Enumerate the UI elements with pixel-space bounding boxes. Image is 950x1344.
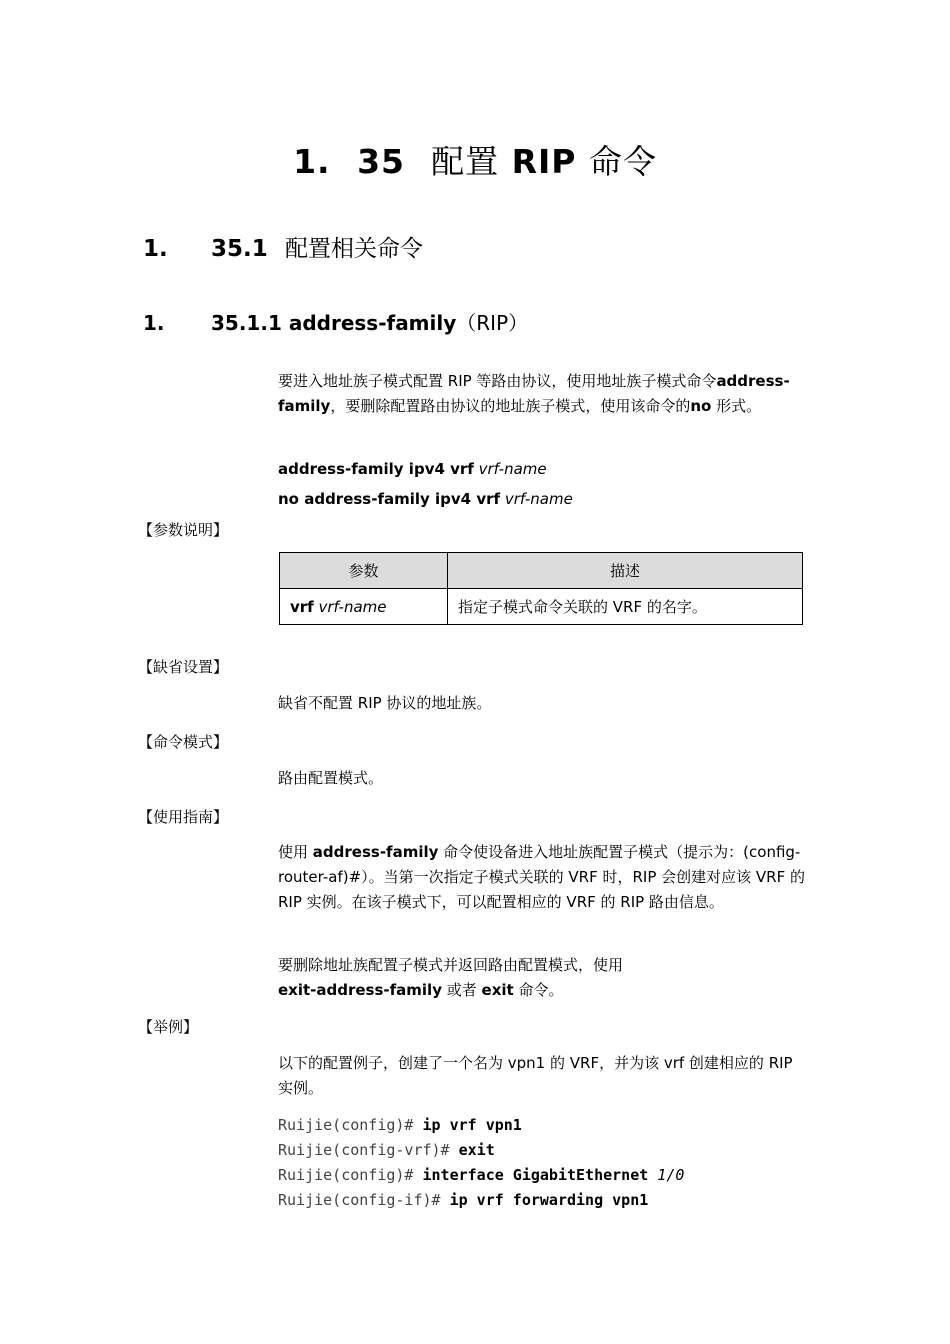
title-tail: 命令 [588,142,657,181]
title-rip: RIP [511,142,577,181]
guide-text-4: 或者 [441,981,482,999]
subsection-heading-title: 35.1.1 address-family [211,311,457,335]
intro-no-keyword: no [690,397,712,415]
parameter-table [279,552,803,625]
intro-text-1: 要进入地址族子模式配置 RIP 等路由协议，使用地址族子模式命令 [278,372,717,390]
example-label: 【举例】 [138,1018,199,1036]
intro-command: address-family [278,372,790,415]
code-argument: 1/0 [648,1166,685,1184]
title-cjk: 配置 [431,142,500,181]
example-text: 以下的配置例子，创建了一个名为 vpn1 的 VRF，并为该 vrf 创建相应的 RIP 实例。 [278,1054,793,1097]
guide-text-3: 要删除地址族配置子模式并返回路由配置模式，使用 [278,956,624,974]
code-prompt: Ruijie(config-if)# [278,1191,450,1209]
code-command: ip vrf vpn1 [422,1116,522,1134]
page-title [0,136,950,183]
title-section: 35 [357,142,405,181]
guide-command: address-family [312,843,439,861]
code-prompt: Ruijie(config-vrf)# [278,1141,459,1159]
code-line [278,1138,684,1163]
code-command: interface GigabitEthernet [422,1166,649,1184]
code-line [278,1163,684,1188]
subsection-heading-paren: （RIP） [456,311,529,335]
table-header-param: 参数 [280,553,448,589]
section-heading [143,230,423,263]
guide-text-2: 命令使设备进入地址族配置子模式（提示为：(config-router-af)#）。当第一次指定子模式关联的 VRF 时，RIP 会创建对应该 VRF 的 RIP 实例。在该子模式下，可以配置相应的 VRF 的 RIP 路由信息。 [278,843,806,911]
guide-text-1: 使用 [278,843,309,861]
intro-text-2: ，要删除配置路由协议的地址族子模式，使用该命令的 [330,397,691,415]
code-line [278,1113,684,1138]
code-command: ip vrf forwarding vpn1 [449,1191,649,1209]
mode-label: 【命令模式】 [138,733,229,751]
syntax-no-command: no address-family ipv4 vrf [278,490,501,508]
param-arg: vrf-name [318,597,387,616]
intro-paragraph [278,369,810,419]
syntax-line [278,457,810,482]
section-heading-title: 配置相关命令 [285,236,423,262]
default-text: 缺省不配置 RIP 协议的地址族。 [278,694,492,712]
code-command: exit [458,1141,495,1159]
default-label: 【缺省设置】 [138,658,229,676]
mode-text: 路由配置模式。 [278,769,384,787]
section-heading-section: 35.1 [211,236,268,262]
title-number: 1. [293,142,331,181]
subsection-heading-number: 1. [143,311,165,335]
syntax-no-argument: vrf-name [504,490,573,508]
guide-exit-command: exit [481,981,514,999]
syntax-command: address-family ipv4 vrf [278,460,474,478]
syntax-argument: vrf-name [478,460,547,478]
syntax-line-no [278,487,810,512]
params-label: 【参数说明】 [138,521,229,539]
guide-paragraph-1 [278,840,810,915]
table-row [280,589,803,625]
code-line [278,1188,684,1213]
code-prompt: Ruijie(config)# [278,1166,423,1184]
section-heading-number: 1. [143,236,168,262]
param-key: vrf [290,597,314,616]
guide-label: 【使用指南】 [138,808,229,826]
guide-text-5: 命令。 [513,981,564,999]
guide-exit-af-command: exit-address-family [278,981,442,999]
table-cell-desc: 指定子模式命令关联的 VRF 的名字。 [448,589,803,625]
table-header-row [280,553,803,589]
subsection-heading [143,307,528,336]
guide-paragraph-2 [278,953,810,1003]
code-block [278,1113,684,1213]
intro-text-3: 形式。 [711,397,762,415]
table-cell-param [280,589,448,625]
table-header-desc: 描述 [448,553,803,589]
code-prompt: Ruijie(config)# [278,1116,423,1134]
